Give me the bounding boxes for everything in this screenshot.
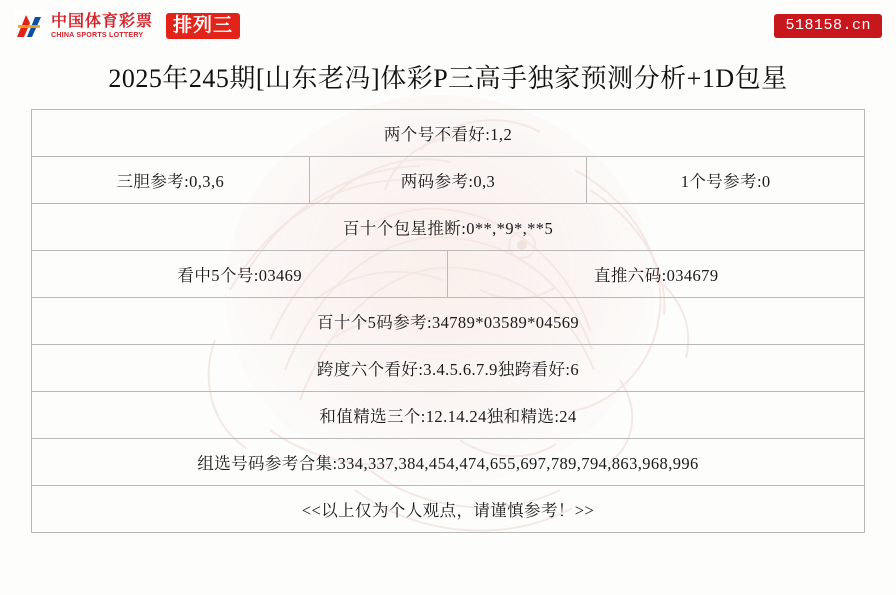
cell-baoxing-inference: 百十个包星推断:0**,*9*,**5 [32,204,865,251]
cell-three-dan-reference: 三胆参考:0,3,6 [32,157,310,204]
table-row [32,298,865,345]
sports-lottery-logo-icon [14,11,44,41]
table-row [32,251,865,298]
site-domain-tag[interactable]: 518158.cn [774,14,882,38]
game-badge[interactable]: 排列三 [166,13,240,40]
table-row [32,439,865,486]
brand-name-en: CHINA SPORTS LOTTERY [51,29,144,39]
cell-disclaimer: <<以上仅为个人观点，请谨慎参考！>> [32,486,865,533]
prediction-table [31,109,865,533]
table-row [32,204,865,251]
table-row [32,486,865,533]
table-row [32,110,865,157]
cell-two-numbers-unfavored: 两个号不看好:1,2 [32,110,865,157]
site-header [0,0,896,52]
cell-six-code-direct: 直推六码:034679 [448,251,865,298]
cell-five-numbers-picked: 看中5个号:03469 [32,251,448,298]
cell-two-code-reference: 两码参考:0,3 [309,157,587,204]
table-row [32,392,865,439]
cell-sum-selection: 和值精选三个:12.14.24独和精选:24 [32,392,865,439]
table-row [32,157,865,204]
prediction-table-wrap [0,109,896,533]
table-row [32,345,865,392]
cell-one-number-reference: 1个号参考:0 [587,157,865,204]
page-title: 2025年245期[山东老冯]体彩P三高手独家预测分析+1D包星 [108,64,788,93]
brand-logo-text [51,13,153,38]
cell-span-preference: 跨度六个看好:3.4.5.6.7.9独跨看好:6 [32,345,865,392]
brand-name-cn: 中国体育彩票 [51,13,154,31]
cell-five-code-reference: 百十个5码参考:34789*03589*04569 [32,298,865,345]
brand-logo[interactable] [14,11,240,41]
cell-group-number-collection: 组选号码参考合集:334,337,384,454,474,655,697,789,794,863,968,996 [32,439,865,486]
